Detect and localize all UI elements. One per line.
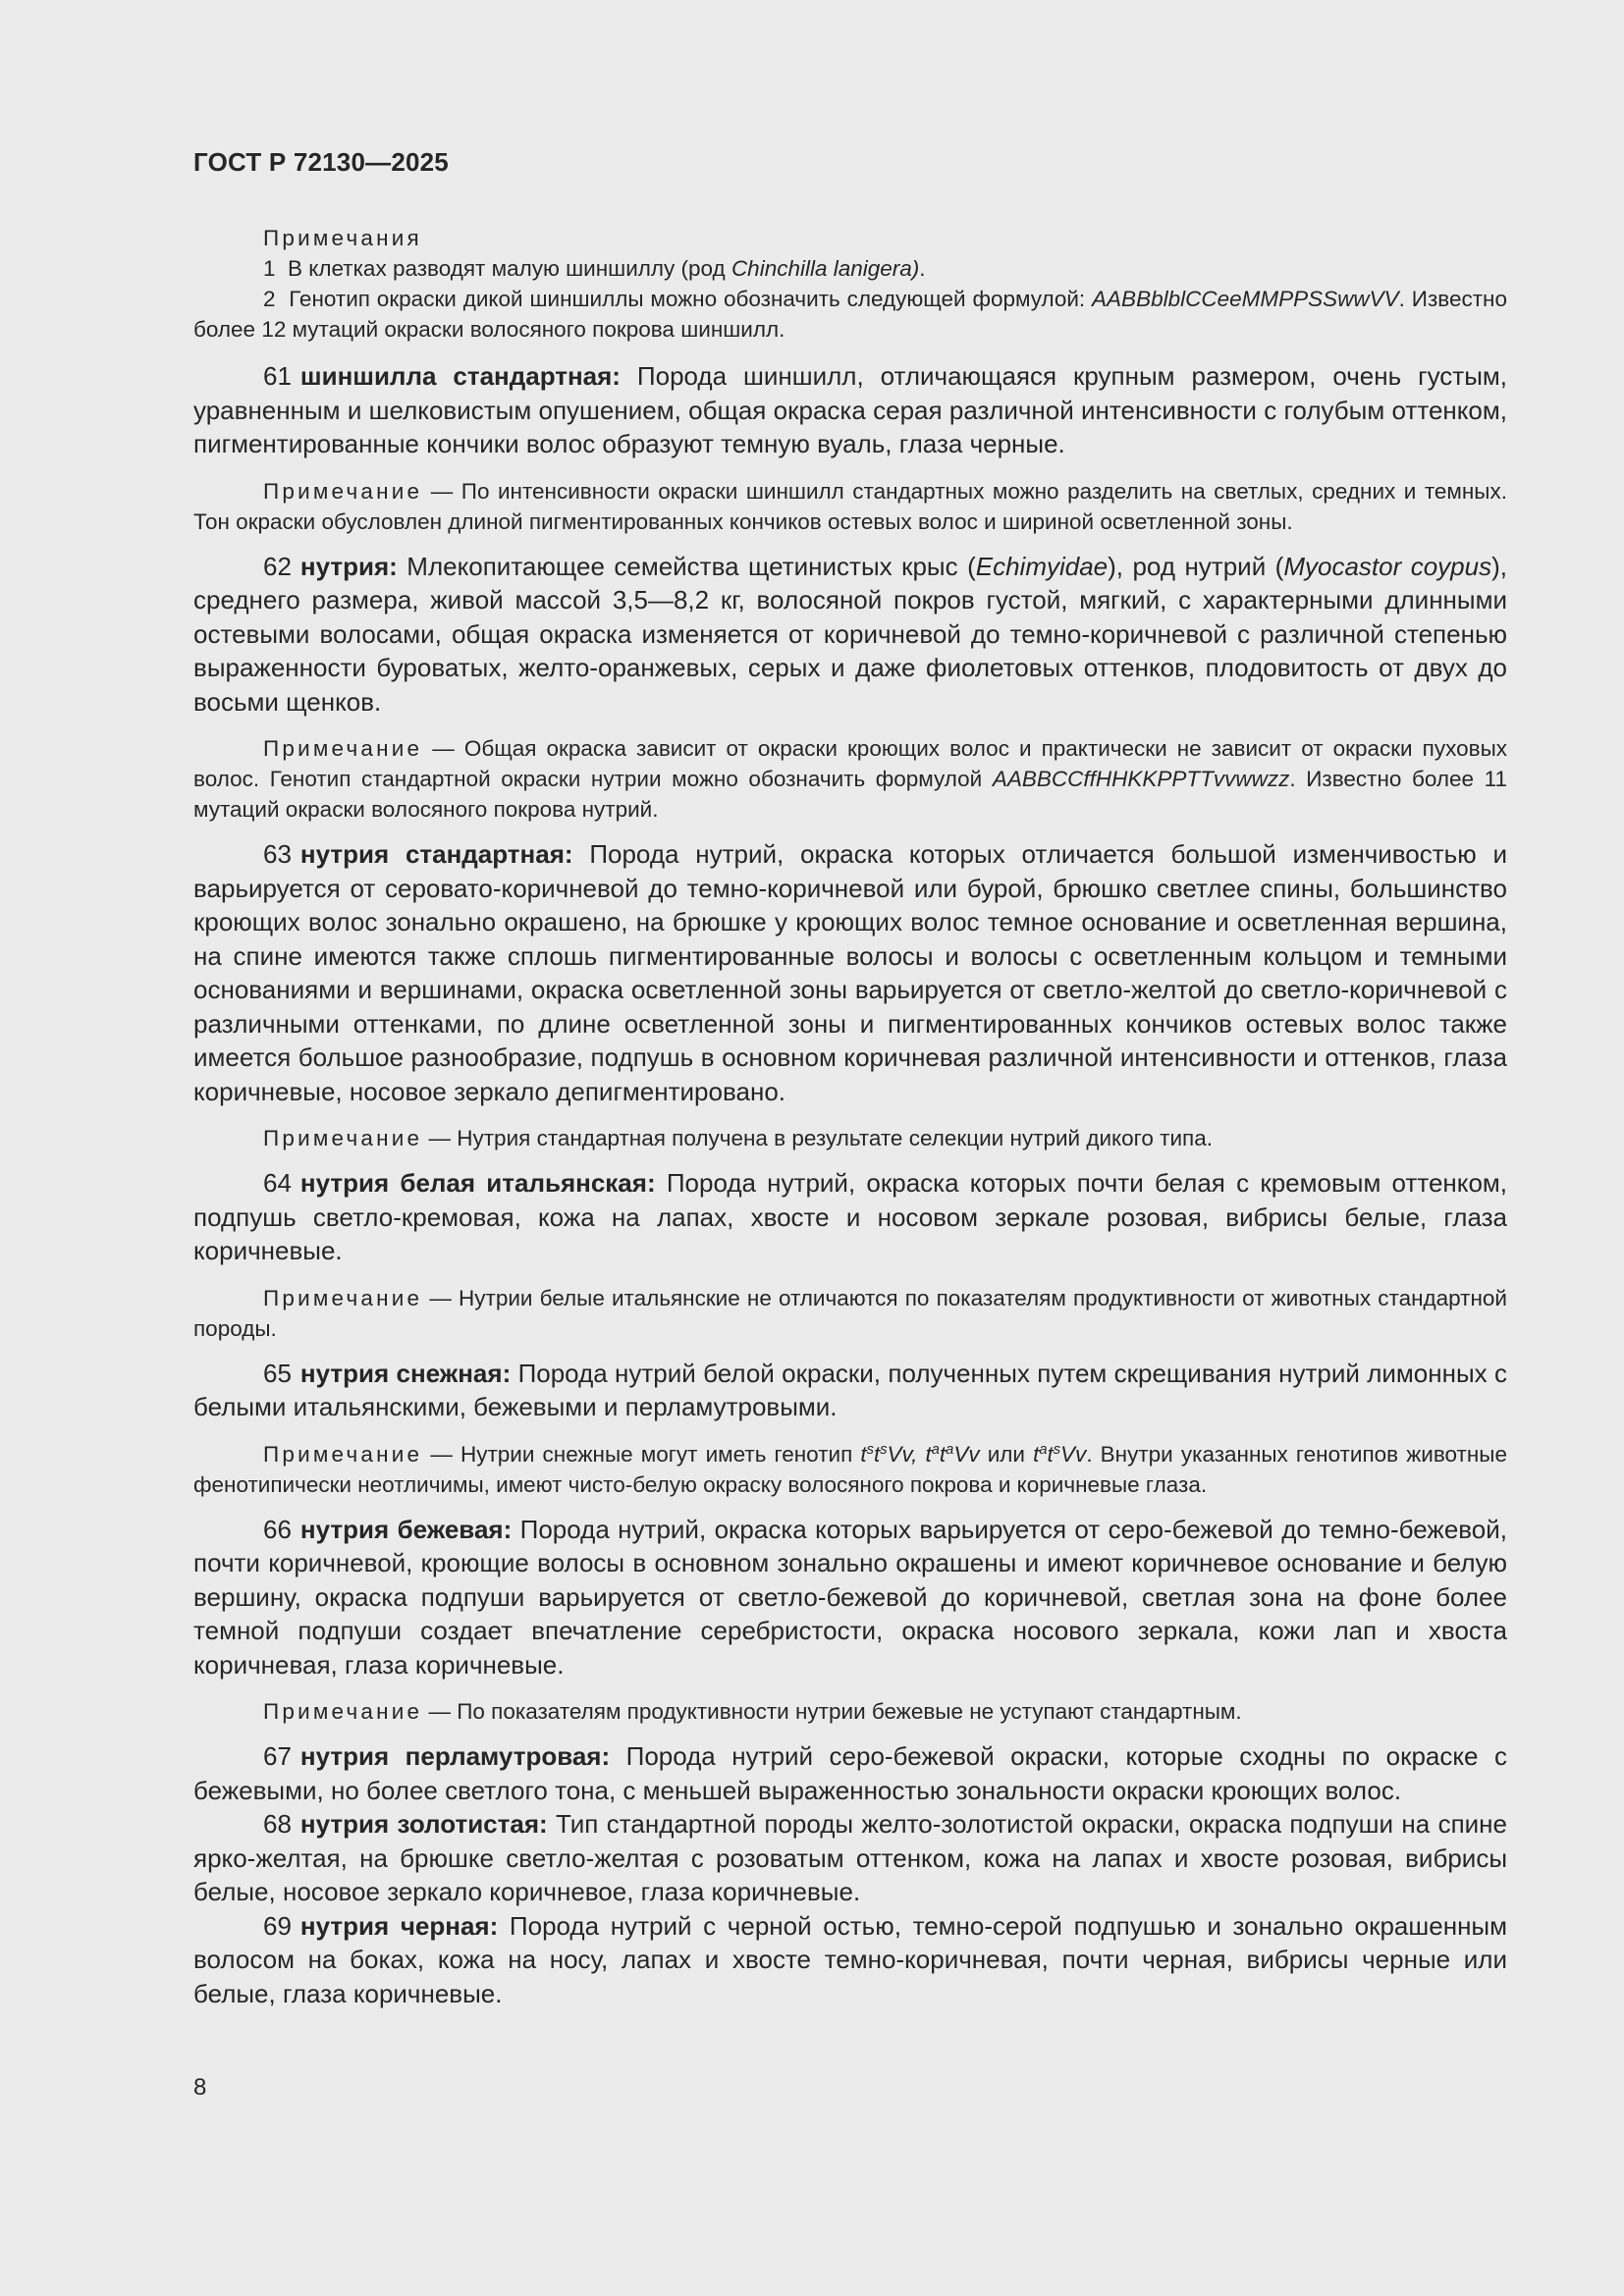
term-title: нутрия стандартная: [299, 839, 573, 869]
note-item-2: 2 Генотип окраски дикой шиншиллы можно обозначить следующей формулой: AABBblblCCeeMMPPSSwwVV. Известно более 12 мутаций окраски волосяного покрова шиншилл. [193, 287, 1507, 342]
term-63: 63 нутрия стандартная: Порода нутрий, окраска которых отличается большой изменчивостью и варьируется от серовато-коричневой до темно-коричневой или бурой, брюшко светлее спины, большинство кроющих волос зонально окрашено, на брюшке у кроющих волос темное основание и осветленная вершина, на спине имеются также сплошь пигментированные волосы и волосы с осветленным кольцом и темными основаниями и вершинами, окраска осветленной зоны варьируется от светло-желтой до светло-коричневой с различными оттенками, по длине осветленной зоны и пигментированных кончиков остевых волос также имеется большое разнообразие, подпушь в основном коричневая различной интенсивности и оттенков, глаза коричневые, носовое зеркало депигментировано. [193, 839, 1508, 1106]
term-66: 66 нутрия бежевая: Порода нутрий, окраска которых варьируется от серо-бежевой до темно-бежевой, почти коричневой, кроющие волосы в основном зонально окрашены и имеют коричневое основание и белую вершину, окраска подпуши варьируется от светло-бежевой до коричневой, светлая зона на фоне более темной подпуши создает впечатление серебристости, окраска носового зеркала, кожи лап и хвоста коричневая, глаза коричневые. [193, 1514, 1508, 1680]
term-62: 62 нутрия: Млекопитающее семейства щетинистых крыс (Echimyidae), род нутрий (Myocastor coypus), среднего размера, живой массой 3,5—8,2 кг, волосяной покров густой, мягкий, с характерными длинными остевыми волосами, общая окраска изменяется от коричневой до темно-коричневой с различной степенью выраженности буроватых, желто-оранжевых, серых и даже фиолетовых оттенков, плодовитость от двух до восьми щенков. [193, 551, 1507, 717]
term-title: нутрия снежная: [299, 1358, 512, 1388]
note-65: Примечание — Нутрии снежные могут иметь генотип $t^st^sVv$, $t^at^aVv$ или $t^at^sVv$. Внутри указанных генотипов животные фенотипически неотличимы, имеют чисто-белую окраску волосяного покрова и коричневые глаза. [193, 1441, 1507, 1497]
term-65: 65 нутрия снежная: Порода нутрий белой окраски, полученных путем скрещивания нутрий лимонных с белыми итальянскими, бежевыми и перламутровыми. [193, 1358, 1508, 1421]
note-item-1: 1 В клетках разводят малую шиншиллу (род Chinchilla lanigera). [263, 256, 926, 281]
term-title: шиншилла стандартная: [299, 361, 621, 391]
term-61: 61 шиншилла стандартная: Порода шиншилл, отличающаяся крупным размером, очень густым, уравненным и шелковистым опушением, общая окраска серая различной интенсивности с голубым оттенком, пигментированные кончики волос образуют темную вуаль, глаза черные. [193, 361, 1507, 458]
page-number: 8 [193, 2074, 207, 2101]
term-67: 67 нутрия перламутровая: Порода нутрий серо-бежевой окраски, которые сходны по окраске с бежевыми, но более светлого тона, с меньшей выраженностью зональности окраски кроющих волос. [193, 1741, 1507, 1805]
term-title: нутрия перламутровая: [299, 1741, 611, 1771]
term-68: 68 нутрия золотистая: Тип стандартной породы желто-золотистой окраски, окраска подпуши на спине ярко-желтая, на брюшке светло-желтая с розоватым оттенком, кожа на лапах и хвосте розовая, вибрисы белые, носовое зеркало коричневое, глаза коричневые. [193, 1809, 1507, 1906]
note-66: Примечание — По показателям продуктивности нутрии бежевые не уступают стандартным. [263, 1699, 1242, 1724]
document-code-header: ГОСТ Р 72130—2025 [193, 147, 449, 177]
note-62: Примечание — Общая окраска зависит от окраски кроющих волос и практически не зависит от окраски пуховых волос. Генотип стандартной окраски нутрии можно обозначить формулой AABBCCffHHKKPPTTvvwwzz. Известно более 11 мутаций окраски волосяного покрова нутрий. [193, 736, 1507, 822]
term-title: нутрия бежевая: [299, 1514, 513, 1544]
term-69: 69 нутрия черная: Порода нутрий с черной остью, темно-серой подпушью и зонально окрашенным волосом на боках, кожа на носу, лапах и хвосте темно-коричневая, почти черная, вибрисы черные или белые, глаза коричневые. [193, 1910, 1507, 2008]
term-64: 64 нутрия белая итальянская: Порода нутрий, окраска которых почти белая с кремовым оттенком, подпушь светло-кремовая, кожа на лапах, хвосте и носовом зеркале розовая, вибрисы белые, глаза коричневые. [193, 1168, 1507, 1265]
note-63: Примечание — Нутрия стандартная получена в результате селекции нутрий дикого типа. [263, 1126, 1213, 1150]
note-61: Примечание — По интенсивности окраски шиншилл стандартных можно разделить на светлых, средних и темных. Тон окраски обусловлен длиной пигментированных кончиков остевых волос и шириной осветленной зоны. [193, 478, 1507, 534]
notes-block [193, 223, 1507, 345]
term-title: нутрия: [299, 551, 398, 581]
page-body [193, 223, 1507, 2010]
notes-title: Примечания [263, 226, 422, 250]
term-title: нутрия белая итальянская: [299, 1168, 656, 1198]
note-64: Примечание — Нутрии белые итальянские не отличаются по показателям продуктивности от животных стандартной породы. [193, 1285, 1507, 1341]
genotype-1: $t^st^sVv$, $t^at^aVv$ [860, 1441, 980, 1467]
term-title: нутрия золотистая: [299, 1809, 548, 1839]
term-title: нутрия черная: [299, 1910, 499, 1941]
genotype-3: $t^at^sVv$ [1033, 1441, 1087, 1467]
